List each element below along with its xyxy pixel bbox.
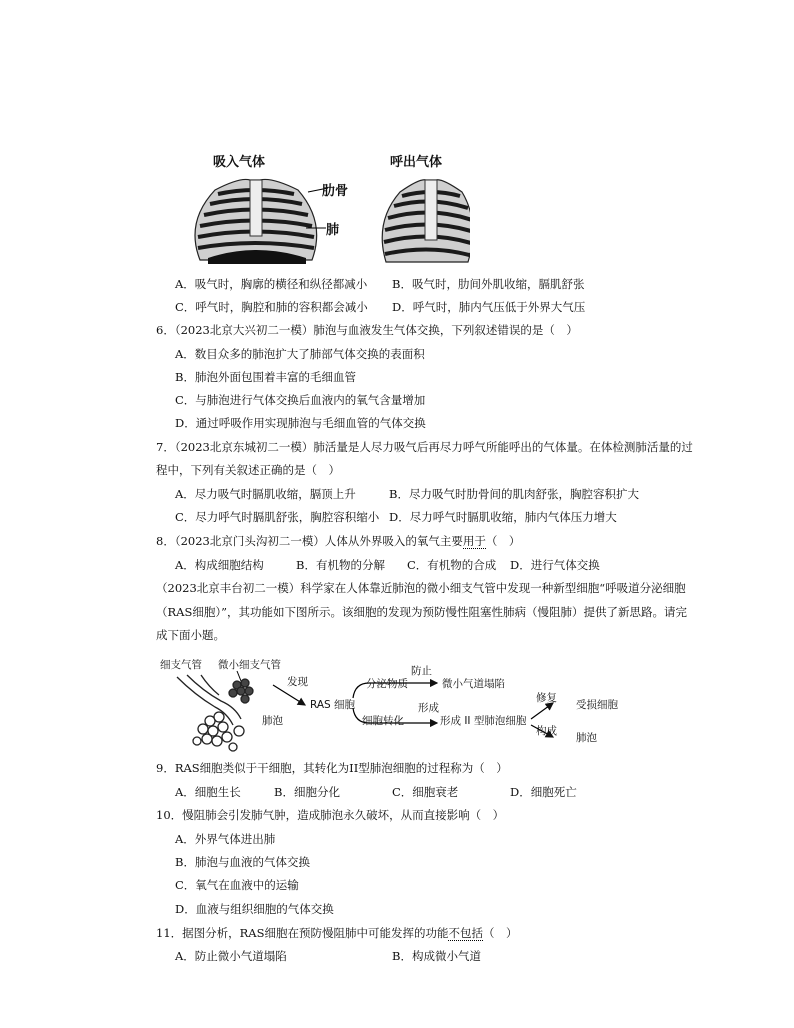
q10-stem: 10．慢阻肺会引发肺气肿，造成肺泡永久破坏，从而直接影响（ ）: [156, 808, 505, 822]
q5-option-a: A．吸气时，胸廓的横径和纵径都减小: [175, 277, 368, 291]
q9-option-a: A．细胞生长: [175, 785, 241, 799]
lung-label: 肺: [326, 223, 340, 238]
intro-line1: （2023北京丰台初二一模）科学家在人体靠近肺泡的微小细支气管中发现一种新型细胞“呼吸道分泌细胞: [156, 581, 686, 595]
q7-stem-line1: 7．（2023北京东城初二一模）肺活量是人尽力吸气后再尽力呼气所能呼出的气体量。在体检测肺活量的过: [156, 440, 693, 454]
prevent-label: 防止: [411, 665, 432, 677]
q11-stem-emphasis: 不包括: [448, 926, 483, 940]
q10-option-b: B．肺泡与血液的气体交换: [175, 855, 310, 869]
q7-option-c: C．尽力呼气时膈肌舒张，胸腔容积缩小: [175, 510, 380, 524]
inhale-ribcage-image: [195, 179, 317, 264]
q9-option-b: B．细胞分化: [274, 785, 340, 799]
q8-stem-paren: （ ）: [485, 534, 521, 548]
q10-option-a: A．外界气体进出肺: [175, 832, 276, 846]
bronchiole-label: 细支气管: [160, 659, 202, 671]
q6-option-d: D．通过呼吸作用实现肺泡与毛细血管的气体交换: [175, 416, 426, 430]
damaged-cell-label: 受损细胞: [576, 699, 618, 711]
rib-label: 肋骨: [322, 184, 349, 199]
exhale-ribcage-image: [382, 180, 470, 262]
alveolus-label: 肺泡: [262, 715, 283, 727]
compose-label: 构成: [536, 725, 557, 737]
q9-option-c: C．细胞衰老: [392, 785, 459, 799]
q8-stem-emphasis: 用于: [462, 534, 486, 548]
q11-stem: [156, 925, 517, 941]
discover-label: 发现: [287, 676, 308, 688]
transform-label: 细胞转化: [362, 715, 404, 727]
q8-stem-main: 8．（2023北京门头沟初二一模）人体从外界吸入的氧气主要: [156, 534, 463, 548]
q6-stem: 6．（2023北京大兴初二一模）肺泡与血液发生气体交换，下列叙述错误的是（ ）: [156, 323, 578, 337]
q11-option-a: A．防止微小气道塌陷: [175, 949, 287, 963]
q10-option-c: C．氧气在血液中的运输: [175, 878, 299, 892]
q5-option-b: B．吸气时，肋间外肌收缩，膈肌舒张: [392, 277, 585, 291]
q5-option-c: C．呼气时，胸腔和肺的容积都会减小: [175, 300, 368, 314]
q8-option-d: D．进行气体交换: [510, 558, 600, 572]
q9-option-d: D．细胞死亡: [510, 785, 577, 799]
ras-cell-label: RAS 细胞: [310, 699, 356, 711]
q5-option-d: D．呼气时，肺内气压低于外界大气压: [392, 300, 586, 314]
q11-stem-main: 11．据图分析，RAS细胞在预防慢阻肺中可能发挥的功能: [156, 926, 449, 940]
collapse-label: 微小气道塌陷: [442, 678, 505, 690]
q6-option-b: B．肺泡外面包围着丰富的毛细血管: [175, 370, 356, 384]
q7-option-b: B．尽力吸气时肋骨间的肌肉舒张，胸腔容积扩大: [389, 487, 639, 501]
q10-option-d: D．血液与组织细胞的气体交换: [175, 902, 334, 916]
alveolus-result-label: 肺泡: [576, 732, 597, 744]
q7-stem-line2: 程中，下列有关叙述正确的是（ ）: [156, 463, 340, 477]
q9-stem: 9．RAS细胞类似于干细胞，其转化为II型肺泡细胞的过程称为（ ）: [156, 761, 508, 775]
q7-option-a: A．尽力吸气时膈肌收缩，膈顶上升: [175, 487, 356, 501]
q8-option-a: A．构成细胞结构: [175, 558, 264, 572]
q8-stem: [156, 533, 520, 549]
q8-option-c: C．有机物的合成: [407, 558, 497, 572]
intro-line3: 成下面小题。: [156, 628, 225, 642]
form-arrow-label: 形成: [418, 702, 439, 714]
airway-image: [177, 675, 253, 751]
q8-option-b: B．有机物的分解: [296, 558, 385, 572]
exhale-label: 呼出气体: [390, 155, 443, 170]
secrete-label: 分泌物质: [366, 678, 408, 690]
q6-option-c: C．与肺泡进行气体交换后血液内的氧气含量增加: [175, 393, 426, 407]
intro-line2: （RAS细胞）”，其功能如下图所示。该细胞的发现为预防慢性阻塞性肺病（慢阻肺）提供了新思路。请完: [156, 605, 687, 619]
inhale-label: 吸入气体: [213, 155, 266, 170]
q7-option-d: D．尽力呼气时膈肌收缩，肺内气体压力增大: [389, 510, 617, 524]
q11-stem-paren: （ ）: [482, 926, 518, 940]
q6-option-a: A．数目众多的肺泡扩大了肺部气体交换的表面积: [175, 347, 425, 361]
q11-option-b: B．构成微小气道: [392, 949, 481, 963]
repair-label: 修复: [536, 692, 557, 704]
form-type2-label: 形成 II 型肺泡细胞: [440, 715, 527, 727]
small-bronchiole-label: 微小细支气管: [218, 659, 281, 671]
